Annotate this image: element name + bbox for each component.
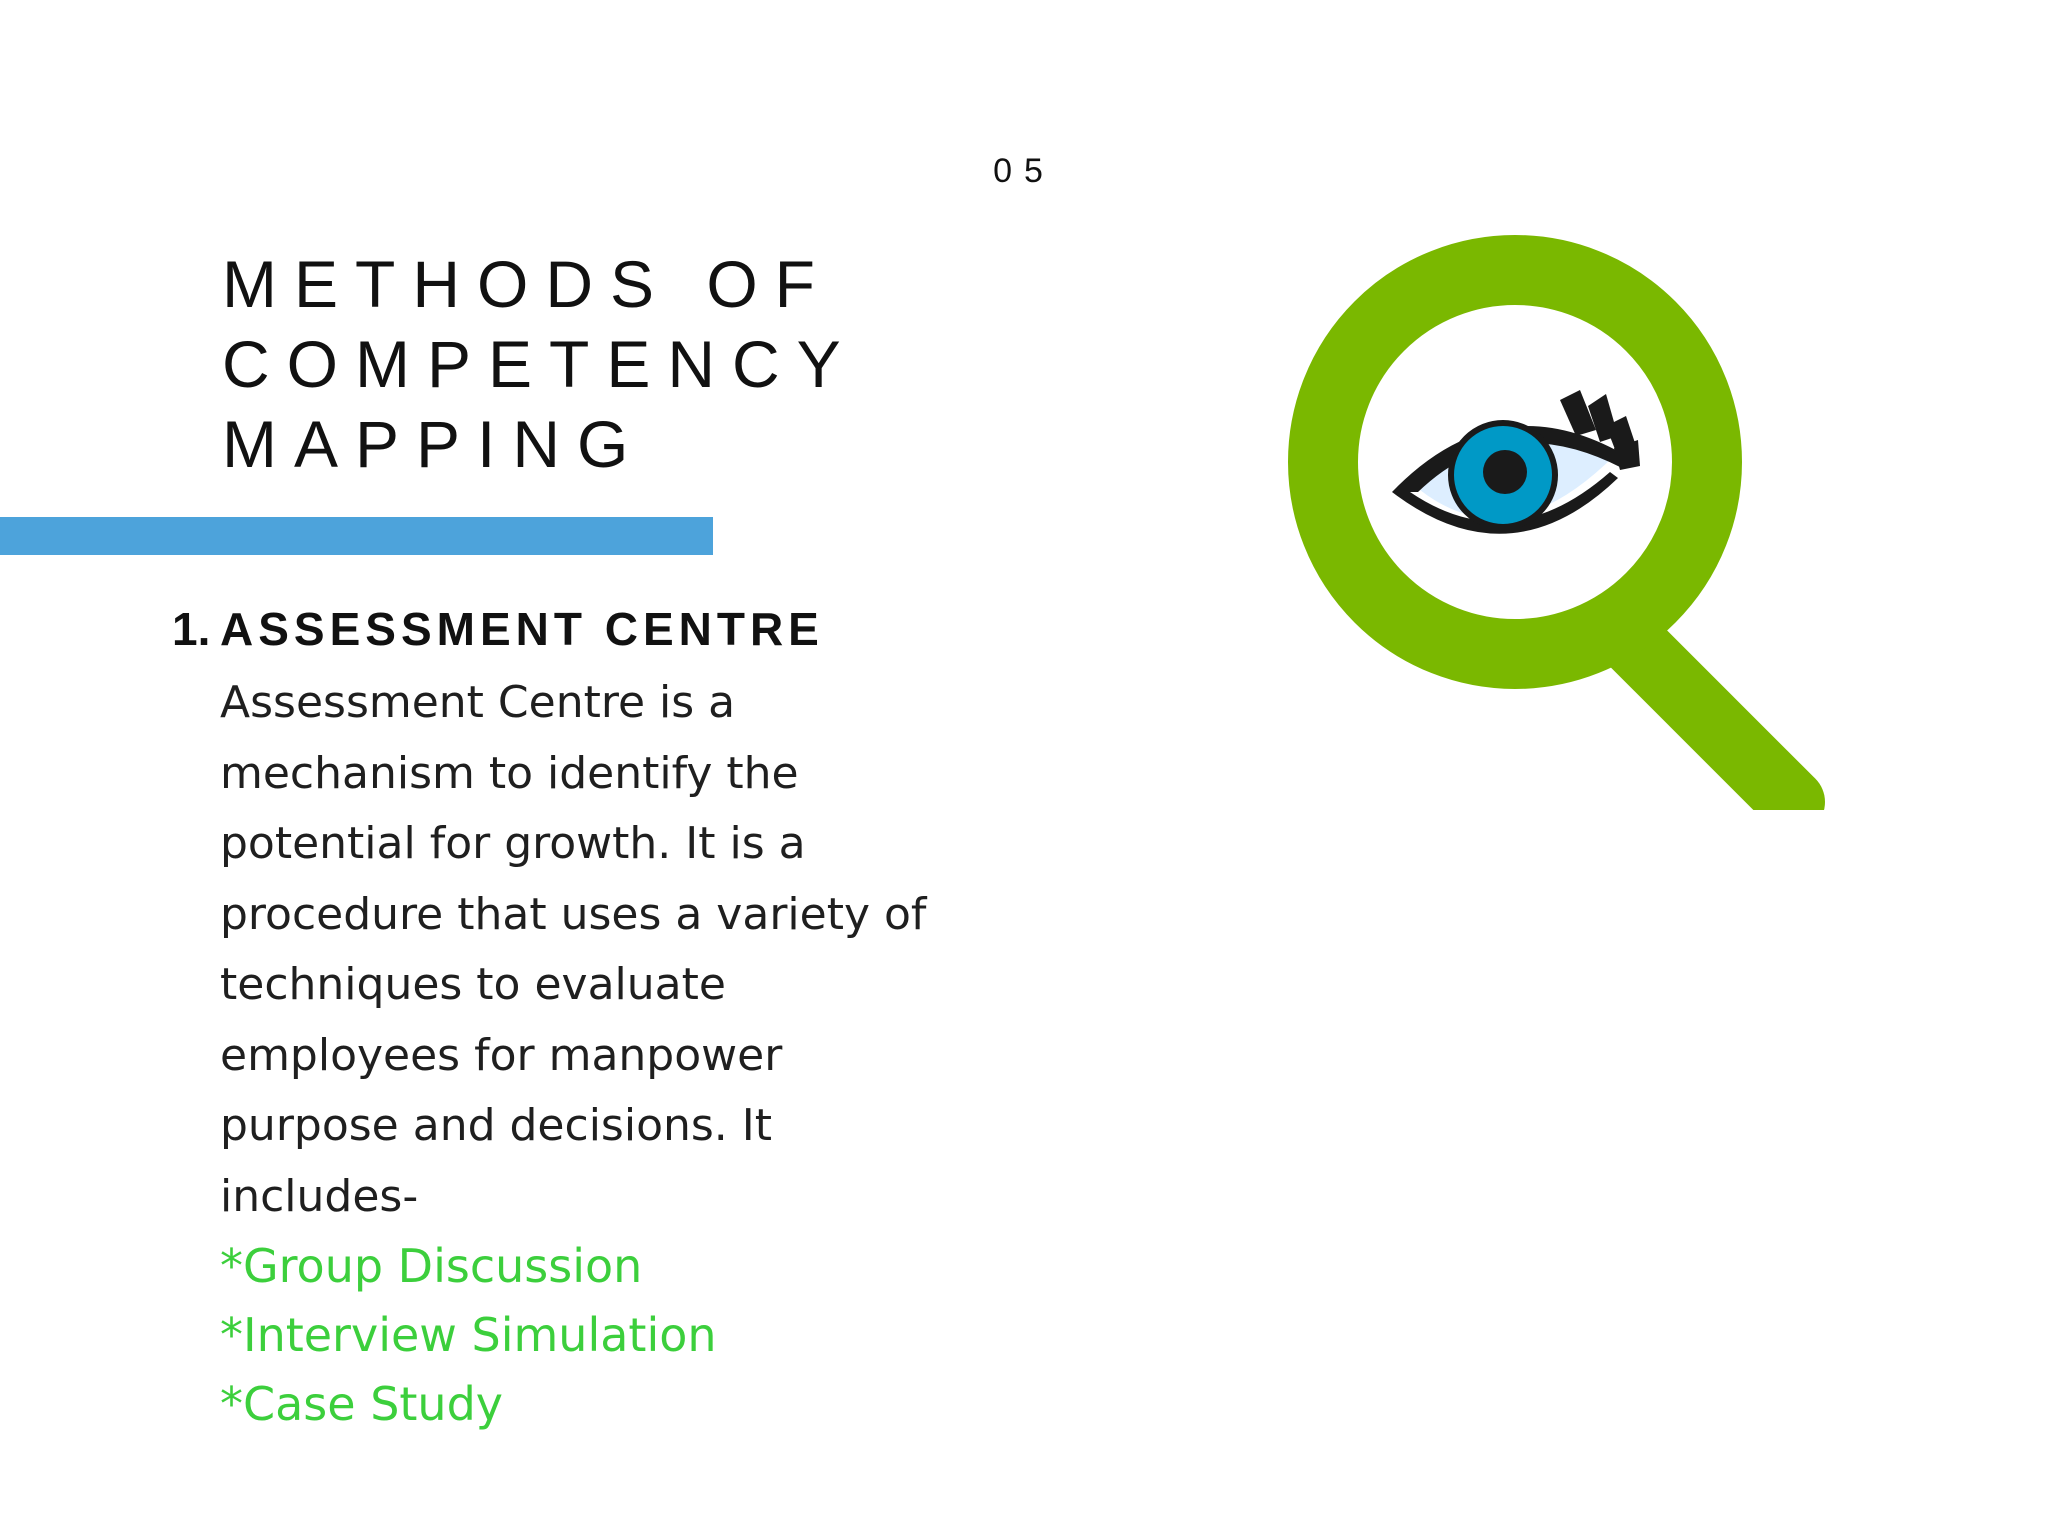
body-line: includes- bbox=[220, 1170, 419, 1222]
list-item: *Interview Simulation bbox=[220, 1308, 717, 1362]
list-item: *Case Study bbox=[220, 1377, 504, 1431]
body-line: purpose and decisions. It bbox=[220, 1100, 772, 1151]
accent-bar bbox=[0, 517, 713, 555]
body-line: procedure that uses a variety of bbox=[220, 888, 927, 940]
section-heading bbox=[172, 602, 824, 656]
slide-title bbox=[222, 244, 858, 484]
title-line: COMPETENCY bbox=[222, 327, 858, 401]
includes-list bbox=[220, 1232, 717, 1439]
body-line: techniques to evaluate bbox=[220, 959, 726, 1010]
section-body bbox=[220, 668, 940, 1232]
page-number: 05 bbox=[993, 152, 1055, 190]
title-line: METHODS OF bbox=[222, 247, 832, 321]
magnifying-glass-eye-icon bbox=[1270, 230, 1850, 810]
body-line: Assessment Centre is a bbox=[220, 677, 736, 728]
body-line: employees for manpower bbox=[220, 1029, 783, 1081]
body-line: potential for growth. It is a bbox=[220, 818, 806, 869]
body-line: mechanism to identify the bbox=[220, 747, 799, 799]
section-number: 1. bbox=[172, 603, 211, 655]
title-line: MAPPING bbox=[222, 407, 646, 481]
list-item: *Group Discussion bbox=[220, 1239, 643, 1293]
section-heading-text: ASSESSMENT CENTRE bbox=[220, 603, 824, 655]
